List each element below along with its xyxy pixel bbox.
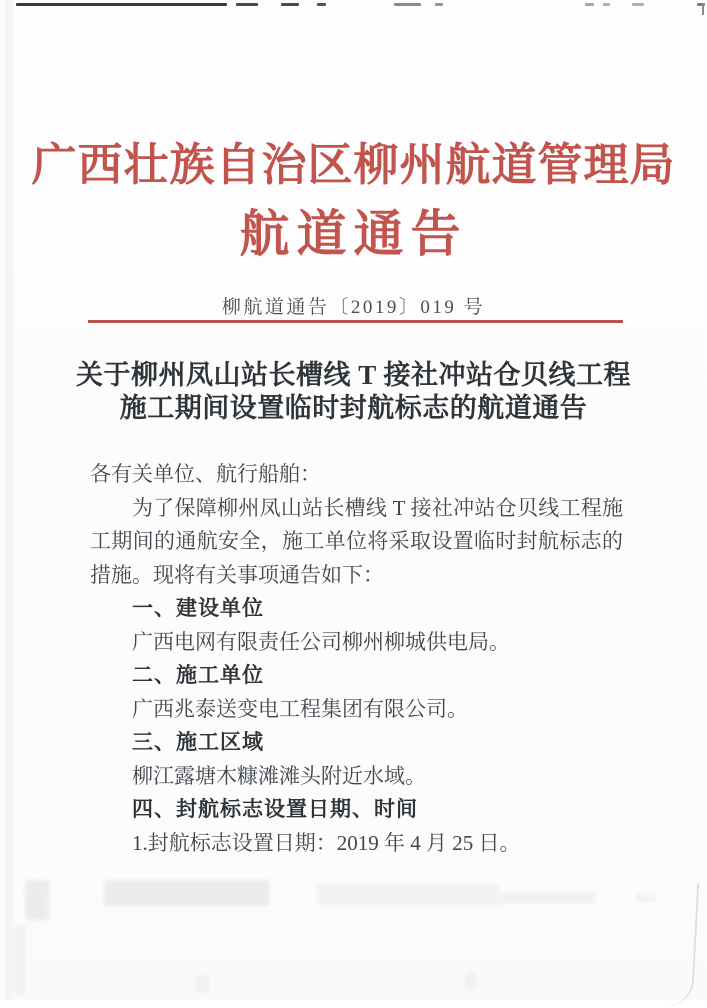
section-3-body: 柳江露塘木糠滩滩头附近水域。	[132, 763, 426, 788]
section-2-body: 广西兆泰送变电工程集团有限公司。	[132, 696, 468, 721]
section-1-heading: 一、建设单位	[132, 597, 264, 620]
intro-paragraph: 为了保障柳州凤山站长槽线 T 接社冲站仓贝线工程施工期间的通航安全，施工单位将采取设置临时封航标志的措施。现将有关事项通告如下：	[90, 495, 623, 587]
scan-smudge-bottom-4	[636, 894, 656, 902]
red-separator-rule	[88, 320, 623, 323]
letterhead-doc-type: 航道通告	[239, 206, 468, 262]
document-title-line2: 施工期间设置临时封航标志的航道通告	[119, 393, 588, 423]
scan-curve-right-edge	[665, 881, 700, 1007]
salutation: 各有关单位、航行船舶：	[90, 462, 321, 486]
document-number: 柳航道通告〔2019〕019 号	[221, 297, 486, 318]
scan-smudge-bottom-3	[499, 892, 595, 904]
scan-smudge-left-edge	[14, 925, 26, 995]
section-4-body: 1.封航标志设置日期：2019 年 4 月 25 日。	[132, 830, 521, 855]
section-1-body: 广西电网有限责任公司柳州柳城供电局。	[132, 629, 510, 654]
document-title-line1: 关于柳州凤山站长槽线 T 接社冲站仓贝线工程	[75, 360, 632, 390]
scan-smudge-mark-1	[195, 975, 209, 993]
scan-smudge-bottom-left	[25, 880, 49, 920]
scan-artifact-top-line	[0, 3, 707, 9]
scan-smudge-bottom-2	[317, 884, 499, 906]
letterhead-org-name: 广西壮族自治区柳州航道管理局	[31, 140, 676, 190]
scan-smudge-bottom-1	[104, 880, 269, 906]
document-title	[0, 359, 707, 425]
section-3-heading: 三、施工区域	[132, 731, 264, 754]
document-body	[90, 458, 623, 860]
section-4-heading: 四、封航标志设置日期、时间	[132, 798, 418, 821]
scan-smudge-mark-2	[465, 972, 477, 990]
section-2-heading: 二、施工单位	[132, 664, 264, 687]
